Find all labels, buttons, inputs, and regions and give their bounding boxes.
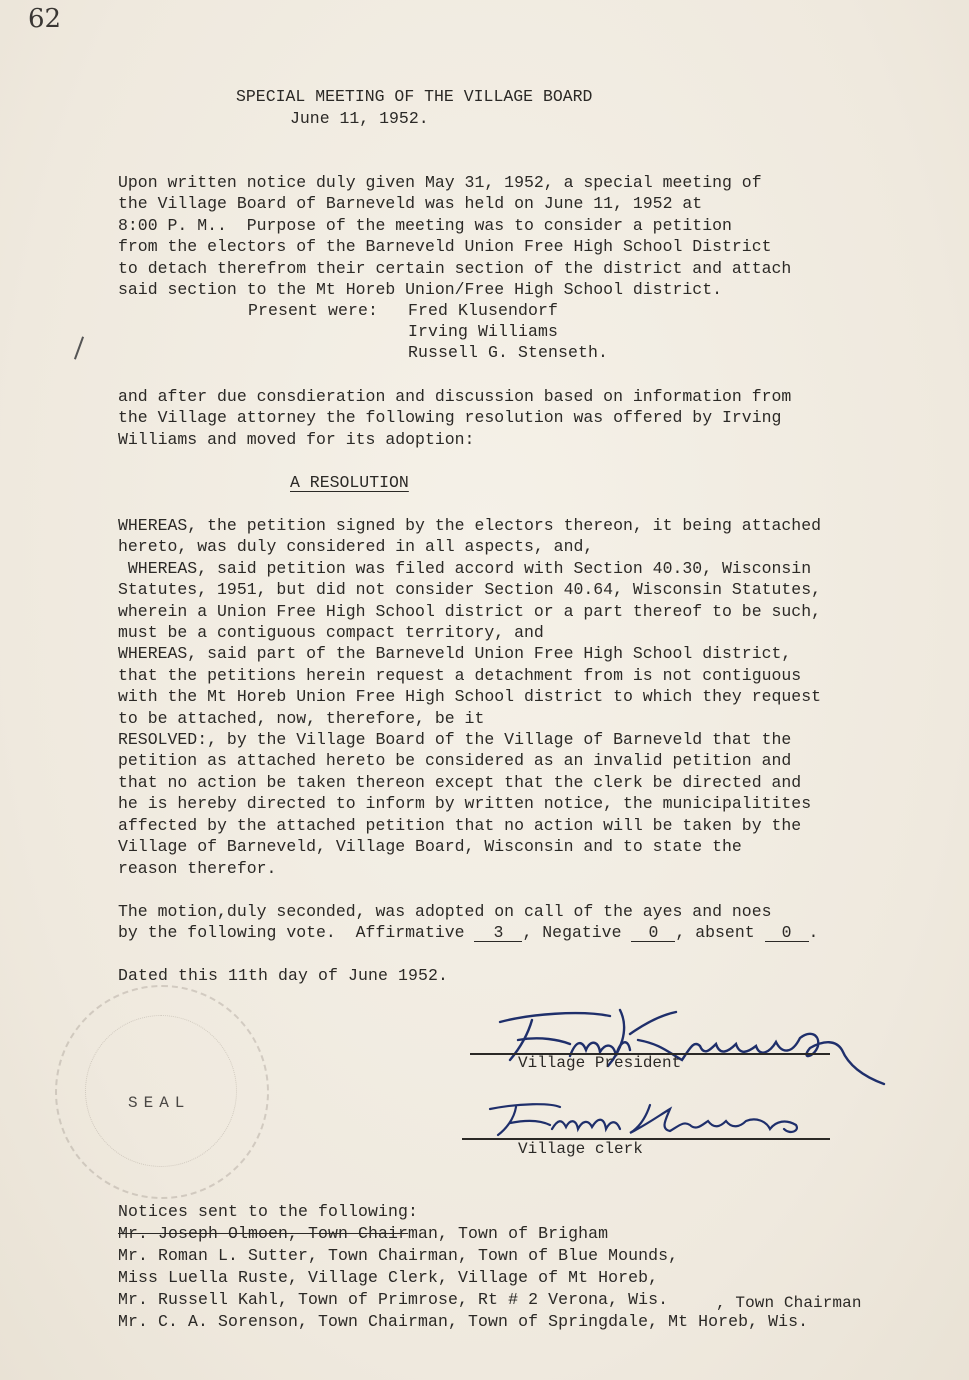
resolution-line: WHEREAS, said petition was filed accord with Section 40.30, Wisconsin: [118, 558, 812, 578]
village-seal-inner-ring: [85, 1015, 237, 1167]
discussion-line: and after due consdieration and discussion based on information from: [118, 387, 792, 406]
notice-recipient: Miss Luella Ruste, Village Clerk, Village of Mt Horeb,: [118, 1268, 659, 1287]
vote-line: The motion,duly seconded, was adopted on call of the ayes and noes: [118, 902, 772, 921]
resolution-line: WHEREAS, the petition signed by the electors thereon, it being attached: [118, 516, 822, 535]
present-member: Russell G. Stenseth.: [408, 343, 609, 362]
meeting-title: SPECIAL MEETING OF THE VILLAGE BOARD: [236, 87, 593, 106]
dated-line: Dated this 11th day of June 1952.: [118, 966, 449, 985]
resolution-line: that no action be taken thereon except that the clerk be directed and: [118, 772, 802, 792]
resolution-line: that the petitions herein request a detachment from is not contiguous: [118, 665, 802, 685]
intro-line: to detach therefrom their certain section of the district and attach: [118, 258, 792, 278]
notice-insert: , Town Chairman: [716, 1294, 862, 1312]
discussion-paragraph: [118, 386, 791, 450]
intro-line: Upon written notice duly given May 31, 1952, a special meeting of: [118, 173, 762, 192]
struck-recipient: Mr. Joseph Olmoen, Town Chair: [118, 1224, 409, 1243]
page-number: 62: [28, 4, 62, 34]
resolution-line: wherein a Union Free High School district or a part thereof to be such,: [118, 601, 822, 621]
negative-count: 0: [631, 924, 675, 942]
vote-prefix: by the following vote. Affirmative: [118, 923, 465, 943]
meeting-date: June 11, 1952.: [290, 109, 429, 128]
resolution-line: WHEREAS, said part of the Barneveld Union Free High School district,: [118, 644, 792, 664]
resolution-line: hereto, was duly considered in all aspects, and,: [118, 537, 594, 557]
present-member: Fred Klusendorf: [408, 301, 559, 320]
notice-recipient: Mr. Roman L. Sutter, Town Chairman, Town of Blue Mounds,: [118, 1246, 679, 1265]
clerk-label: Village clerk: [518, 1140, 643, 1158]
margin-mark: [74, 336, 84, 359]
discussion-line: Williams and moved for its adoption:: [118, 429, 475, 449]
intro-paragraph: [118, 172, 791, 300]
resolution-line: reason therefor.: [118, 858, 277, 878]
recipient-rest: man, Town of Brigham: [408, 1224, 609, 1243]
present-label: Present were:: [248, 301, 379, 320]
resolution-line: must be a contiguous compact territory, and: [118, 623, 544, 643]
resolution-line: with the Mt Horeb Union Free High School district to which they request: [118, 687, 822, 707]
notice-recipient: Mr. C. A. Sorenson, Town Chairman, Town of Springdale, Mt Horeb, Wis.: [118, 1312, 809, 1331]
resolution-line: to be attached, now, therefore, be it: [118, 708, 485, 728]
present-member: Irving Williams: [408, 322, 559, 341]
president-label: Village President: [518, 1054, 682, 1072]
resolution-heading: A RESOLUTION: [290, 473, 409, 492]
intro-line: said section to the Mt Horeb Union/Free High School district.: [118, 280, 722, 300]
affirmative-count: 3: [474, 924, 522, 942]
vote-tally: [118, 922, 818, 943]
intro-line: the Village Board of Barneveld was held on June 11, 1952 at: [118, 194, 703, 214]
resolution-line: RESOLVED:, by the Village Board of the Village of Barneveld that the: [118, 730, 792, 750]
notice-recipient: [118, 1223, 608, 1244]
resolution-line: Statutes, 1951, but did not consider Section 40.64, Wisconsin Statutes,: [118, 580, 822, 600]
vote-end: .: [808, 923, 819, 943]
notice-recipient: Mr. Russell Kahl, Town of Primrose, Rt # 2 Verona, Wis.: [118, 1290, 669, 1309]
seal-label: SEAL: [128, 1094, 191, 1112]
absent-label: , absent: [675, 923, 755, 943]
president-signature: [470, 1000, 900, 1090]
resolution-line: Village of Barneveld, Village Board, Wisconsin and to state the: [118, 837, 742, 857]
intro-line: from the electors of the Barneveld Union Free High School District: [118, 237, 772, 257]
negative-label: , Negative: [522, 923, 622, 943]
resolution-body: [118, 515, 821, 879]
absent-count: 0: [765, 924, 809, 942]
discussion-line: the Village attorney the following resolution was offered by Irving: [118, 408, 782, 428]
resolution-line: petition as attached hereto be considered as an invalid petition and: [118, 751, 792, 771]
vote-paragraph: [118, 901, 818, 944]
notices-heading: Notices sent to the following:: [118, 1202, 419, 1221]
resolution-line: he is hereby directed to inform by written notice, the municipalitites: [118, 794, 812, 814]
resolution-line: affected by the attached petition that no action will be taken by the: [118, 815, 802, 835]
intro-line: 8:00 P. M.. Purpose of the meeting was to consider a petition: [118, 215, 732, 235]
